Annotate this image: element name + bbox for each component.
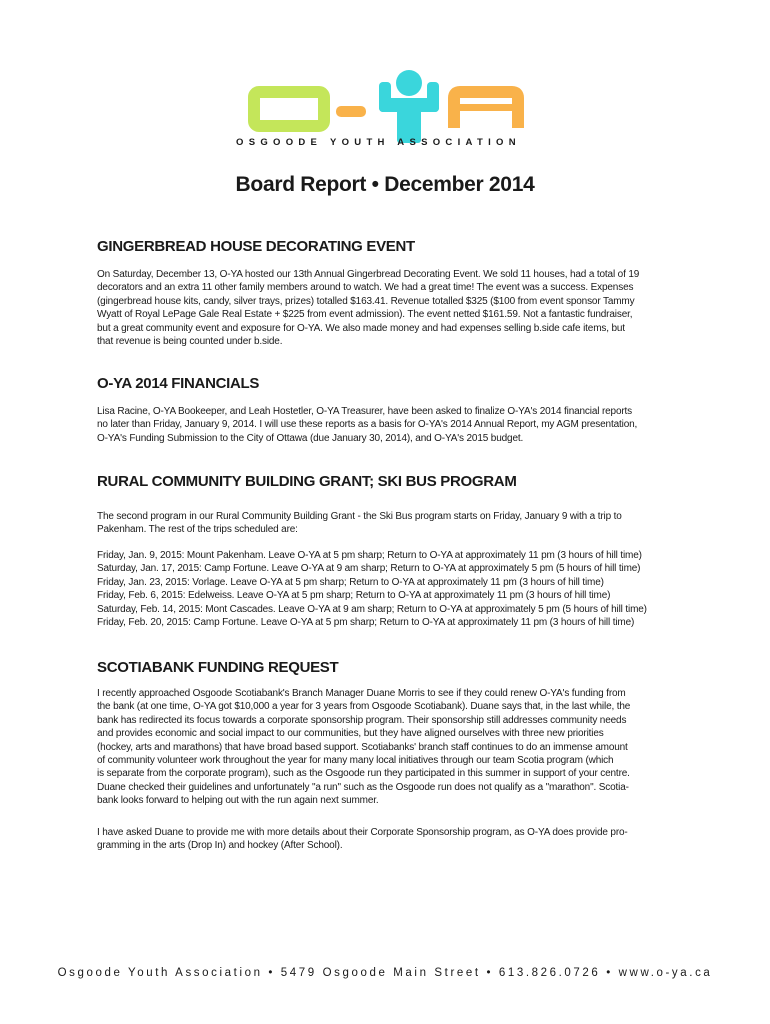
section-heading: O-YA 2014 FINANCIALS	[97, 375, 260, 392]
text-line: gramming in the arts (Drop In) and hockey (After School).	[97, 840, 343, 852]
section-paragraph	[97, 687, 697, 808]
section-heading: GINGERBREAD HOUSE DECORATING EVENT	[97, 238, 415, 255]
text-line: no later than Friday, January 9, 2014. I will use these reports as a basis for O-YA's 2014 Annual Report, my AGM presentation,	[97, 419, 638, 431]
text-line: The second program in our Rural Community Building Grant - the Ski Bus program starts on Friday, January 9 with a trip to	[97, 511, 622, 522]
text-line: Saturday, Feb. 14, 2015: Mont Cascades. Leave O-YA at 9 am sharp; Return to O-YA at approximately 5 pm (5 hours of hill time)	[97, 603, 647, 615]
text-line: decorators and an extra 11 other family members around to watch. We had a great time! The event was a success. Expenses	[97, 282, 634, 294]
text-line: Pakenham. The rest of the trips scheduled are:	[97, 524, 298, 536]
text-line: Friday, Feb. 6, 2015: Edelweiss. Leave O-YA at 5 pm sharp; Return to O-YA at approximately 11 pm (3 hours of hill time)	[97, 590, 611, 602]
logo-tagline: OSGOODE YOUTH ASSOCIATION	[236, 137, 521, 148]
text-line: Wyatt of Royal LePage Gale Real Estate + $225 from event admission). The event netted $161.59. Not a fantastic fundraiser,	[97, 309, 633, 321]
text-line: On Saturday, December 13, O-YA hosted our 13th Annual Gingerbread Decorating Event. We sold 11 houses, had a total of 19	[97, 269, 640, 280]
section-paragraph	[97, 268, 697, 348]
text-line: of community volunteer work throughout the year for many many local initiatives through our team Scotia program (which	[97, 755, 614, 767]
page-title: Board Report • December 2014	[235, 173, 535, 196]
text-line: Friday, Feb. 20, 2015: Camp Fortune. Leave O-YA at 5 pm sharp; Return to O-YA at approximately 11 pm (3 hours of hill time)	[97, 617, 635, 629]
logo-dash-shape	[336, 106, 366, 117]
text-line: bank has redirected its focus towards a corporate sponsorship program. Their sponsorship still addresses community needs	[97, 714, 627, 726]
text-line: (hockey, arts and marathons) that have broad based support. Scotiabanks' branch staff continues to do an immense amount	[97, 741, 628, 753]
section-paragraph	[97, 826, 697, 853]
section-paragraph	[97, 510, 697, 537]
text-line: but a great community event and exposure for O-YA. We also made money and had expenses selling b.side cafe items, but	[97, 322, 625, 334]
text-line: that revenue is being counted under b.side.	[97, 336, 283, 348]
footer-contact: Osgoode Youth Association • 5479 Osgoode Main Street • 613.826.0726 • www.o-ya.ca	[57, 967, 713, 979]
section-paragraph	[97, 405, 697, 445]
text-line: Saturday, Jan. 17, 2015: Camp Fortune. Leave O-YA at 9 am sharp; Return to O-YA at approximately 5 pm (5 hours of hill time)	[97, 563, 641, 575]
logo-person-icon	[379, 70, 439, 143]
text-line: O-YA's Funding Submission to the City of Ottawa (due January 30, 2014), and O-YA's 2015 budget.	[97, 432, 524, 444]
text-line: the bank (at one time, O-YA got $10,000 a year for 3 years from Osgoode Scotiabank). Duane says that, in the last while, the	[97, 701, 631, 713]
text-line: Lisa Racine, O-YA Bookeeper, and Leah Hostetler, O-YA Treasurer, have been asked to finalize O-YA's 2014 financial reports	[97, 406, 633, 417]
text-line: bank looks forward to helping out with the run again next summer.	[97, 795, 379, 807]
text-line: I recently approached Osgoode Scotiabank's Branch Manager Duane Morris to see if they could renew O-YA's funding from	[97, 688, 626, 699]
text-line: I have asked Duane to provide me with more details about their Corporate Sponsorship program, as O-YA does provide pro-	[97, 827, 628, 838]
section-heading: SCOTIABANK FUNDING REQUEST	[97, 659, 339, 676]
section-paragraph	[97, 549, 697, 629]
text-line: is separate from the corporate program), such as the Osgoode run they participated in this summer in support of your centre.	[97, 768, 630, 780]
text-line: (gingerbread house kits, candy, silver trays, prizes) totalled $163.41. Revenue totalled $325 ($100 from event sponsor Tammy	[97, 295, 635, 307]
text-line: Friday, Jan. 23, 2015: Vorlage. Leave O-YA at 5 pm sharp; Return to O-YA at approximately 11 pm (3 hours of hill time)	[97, 576, 604, 588]
text-line: and provides economic and social impact to our communities, but they have aligned ourselves with three new priorities	[97, 728, 604, 740]
text-line: Friday, Jan. 9, 2015: Mount Pakenham. Leave O-YA at 5 pm sharp; Return to O-YA at approximately 11 pm (3 hours of hill time)	[97, 550, 642, 561]
section-heading: RURAL COMMUNITY BUILDING GRANT; SKI BUS PROGRAM	[97, 473, 517, 490]
text-line: Duane checked their guidelines and unfortunately "a run" such as the Osgoode run does not qualify as a "marathon". Scotia-	[97, 781, 629, 793]
logo-o-shape	[254, 92, 324, 126]
